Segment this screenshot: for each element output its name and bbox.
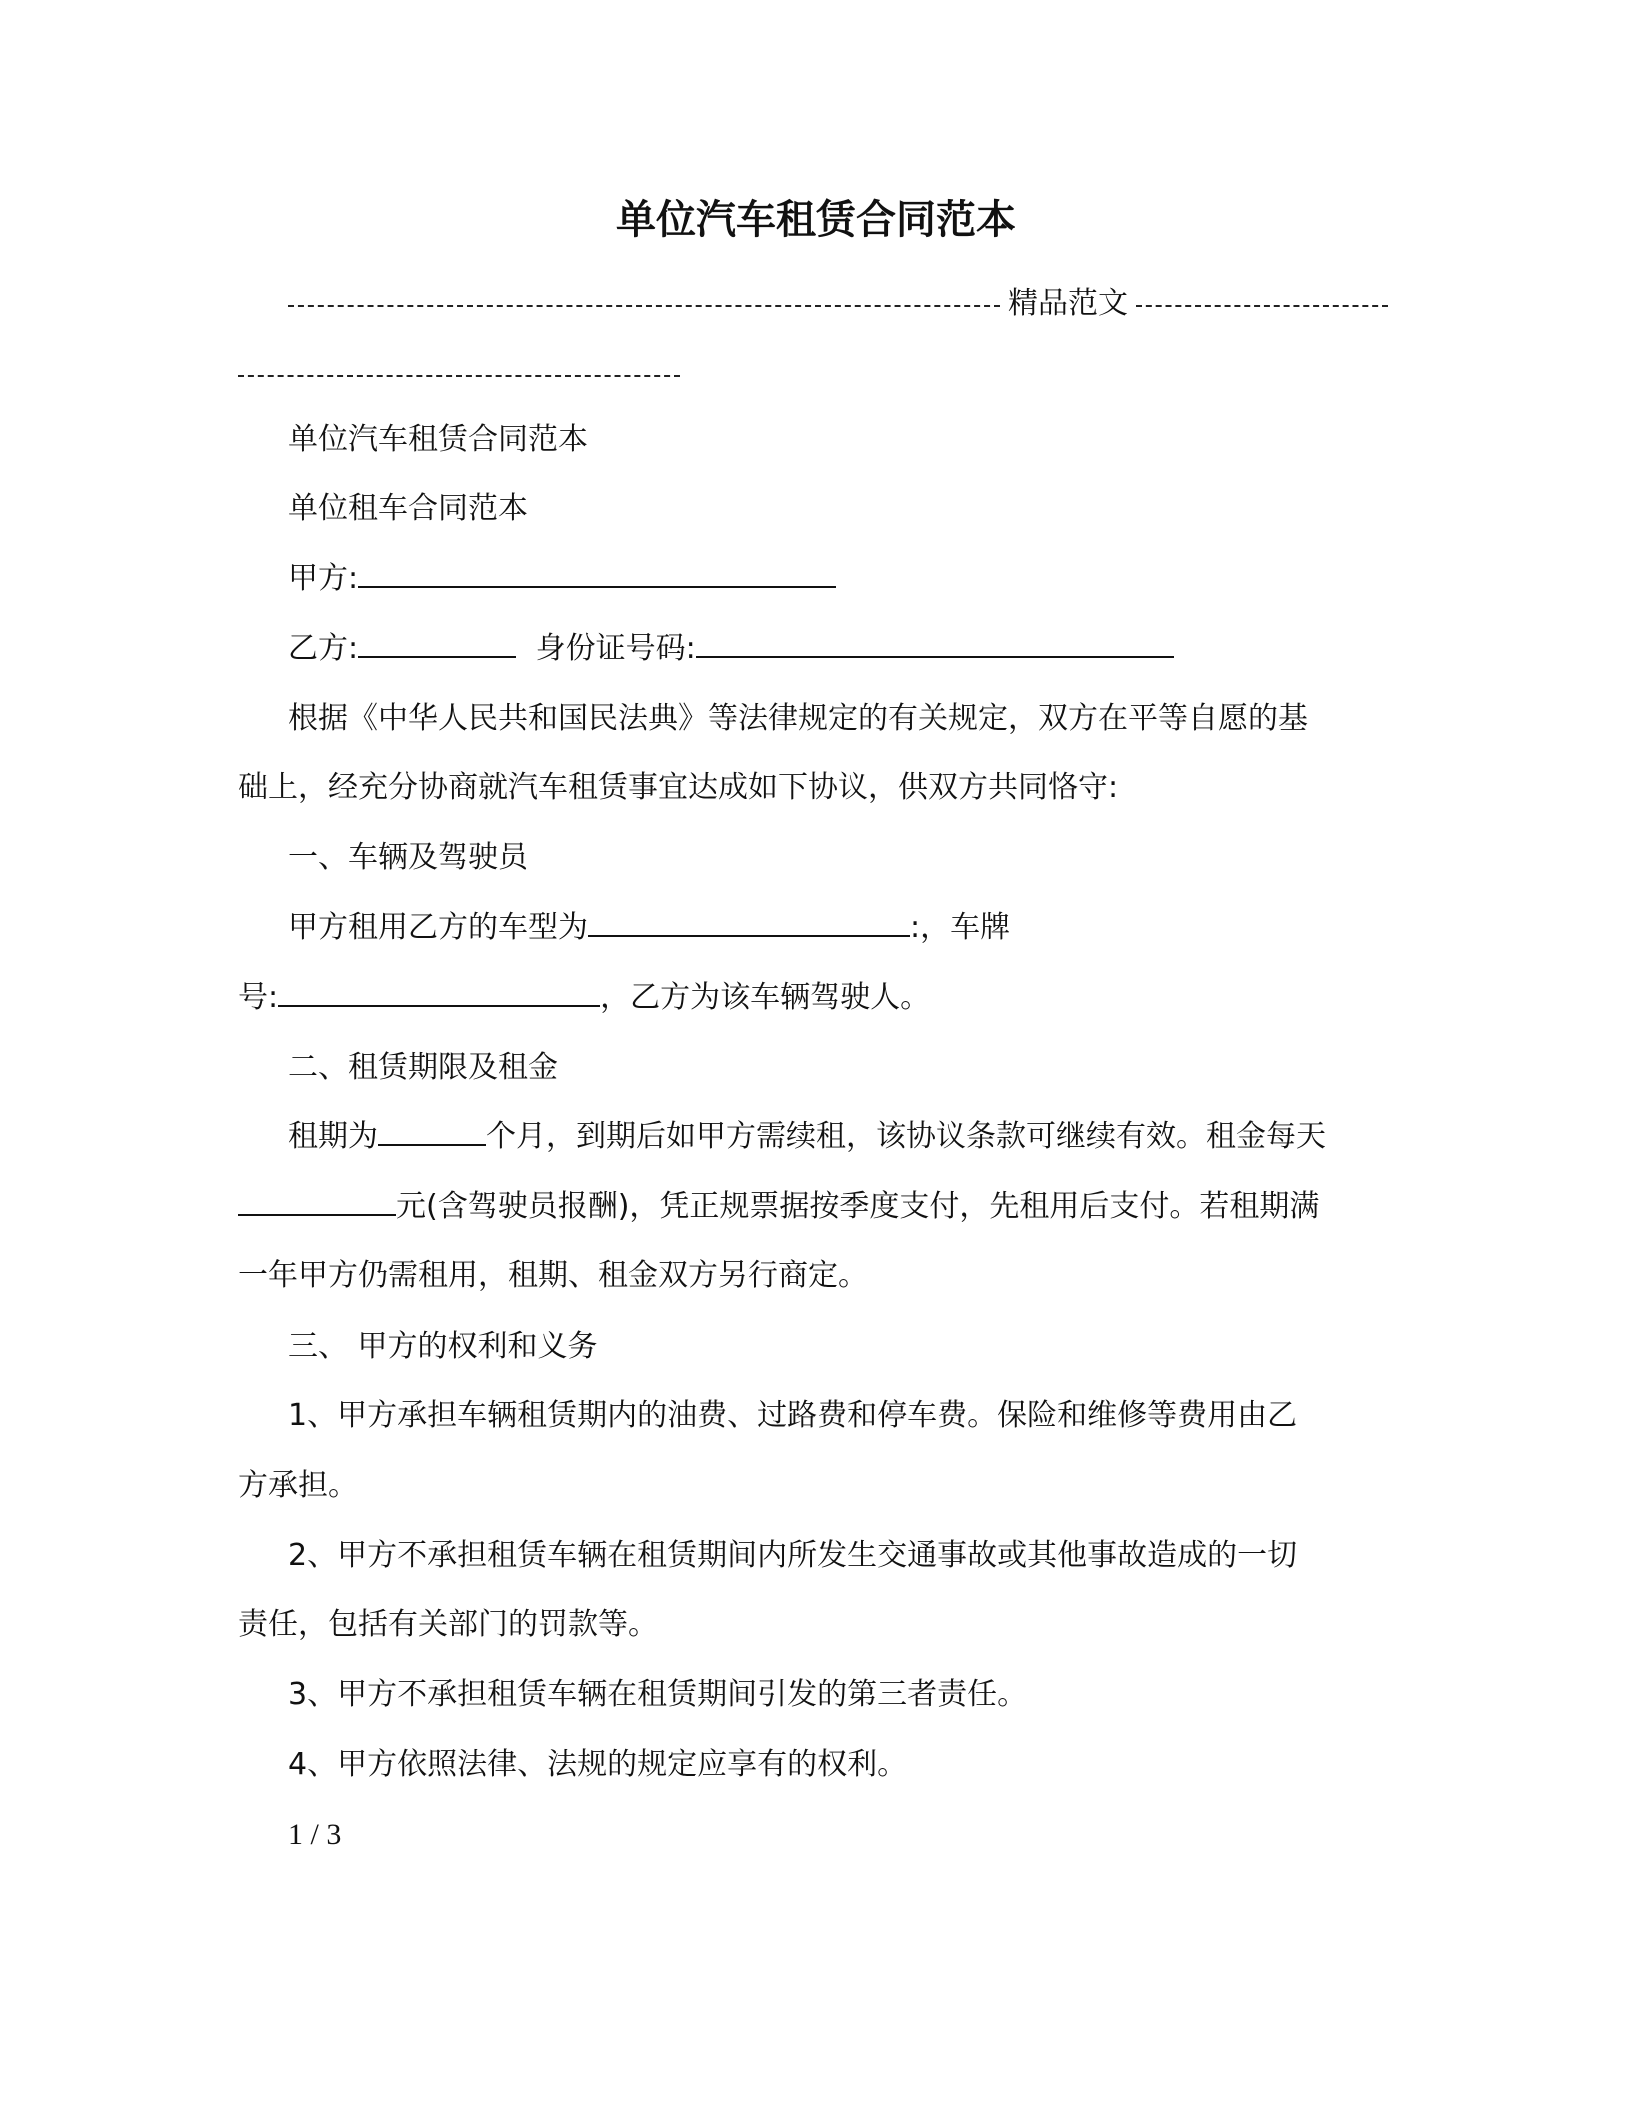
- separator: [238, 282, 1388, 396]
- paragraph-line: 责任，包括有关部门的罚款等。: [238, 1607, 658, 1642]
- daily-rent-blank: [238, 1186, 396, 1216]
- section-title: 三、 甲方的权利和义务: [288, 1329, 598, 1364]
- page-number: 1 / 3: [288, 1818, 342, 1851]
- party-a-line: [288, 557, 836, 601]
- lease-months-blank: [378, 1116, 486, 1146]
- party-b-label: 乙方:: [288, 631, 359, 666]
- id-number-label: 身份证号码:: [535, 631, 696, 666]
- dashed-rule: [1136, 305, 1388, 307]
- paragraph-line: 3、甲方不承担租赁车辆在租赁期间引发的第三者责任。: [288, 1677, 1028, 1712]
- paragraph-line: 根据《中华人民共和国民法典》等法律规定的有关规定，双方在平等自愿的基: [288, 701, 1308, 736]
- document-title: 单位汽车租赁合同范本: [616, 197, 1016, 243]
- paragraph-line: [238, 1185, 1319, 1229]
- id-number-blank: [696, 628, 1174, 658]
- party-a-blank: [358, 558, 836, 588]
- text-run: ，乙方为该车辆驾驶人。: [600, 980, 931, 1015]
- text-run: 租期为: [288, 1119, 378, 1154]
- text-run: 个月，到期后如甲方需续租，该协议条款可继续有效。租金每天: [486, 1119, 1326, 1154]
- text-run: 号:: [238, 980, 279, 1015]
- paragraph-line: 4、甲方依照法律、法规的规定应享有的权利。: [288, 1747, 908, 1782]
- paragraph-line: [288, 906, 1010, 950]
- separator-row: [238, 282, 1388, 326]
- text-run: :，车牌: [910, 910, 1011, 945]
- separator-row: [238, 352, 1388, 396]
- paragraph-line: 一年甲方仍需租用，租期、租金双方另行商定。: [238, 1258, 868, 1293]
- party-b-line: [288, 627, 1174, 671]
- separator-label: 精品范文: [1008, 286, 1128, 321]
- dashed-rule: [238, 375, 680, 377]
- dashed-rule: [288, 305, 1000, 307]
- paragraph-line: [288, 1115, 1326, 1159]
- paragraph-line: [238, 976, 930, 1020]
- text-run: 甲方租用乙方的车型为: [288, 910, 588, 945]
- section-title: 一、车辆及驾驶员: [288, 840, 528, 875]
- party-a-label: 甲方:: [288, 561, 359, 596]
- paragraph-line: 础上，经充分协商就汽车租赁事宜达成如下协议，供双方共同恪守:: [238, 770, 1119, 805]
- text-run: 元(含驾驶员报酬)，凭正规票据按季度支付，先租用后支付。若租期满: [396, 1189, 1320, 1224]
- section-title: 二、租赁期限及租金: [288, 1050, 558, 1085]
- party-b-blank: [358, 628, 516, 658]
- heading-line: 单位租车合同范本: [288, 491, 528, 526]
- license-plate-blank: [278, 977, 600, 1007]
- car-model-blank: [588, 907, 910, 937]
- heading-line: 单位汽车租赁合同范本: [288, 422, 588, 457]
- paragraph-line: 方承担。: [238, 1468, 358, 1503]
- paragraph-line: 2、甲方不承担租赁车辆在租赁期间内所发生交通事故或其他事故造成的一切: [288, 1538, 1298, 1573]
- paragraph-line: 1、甲方承担车辆租赁期内的油费、过路费和停车费。保险和维修等费用由乙: [288, 1398, 1298, 1433]
